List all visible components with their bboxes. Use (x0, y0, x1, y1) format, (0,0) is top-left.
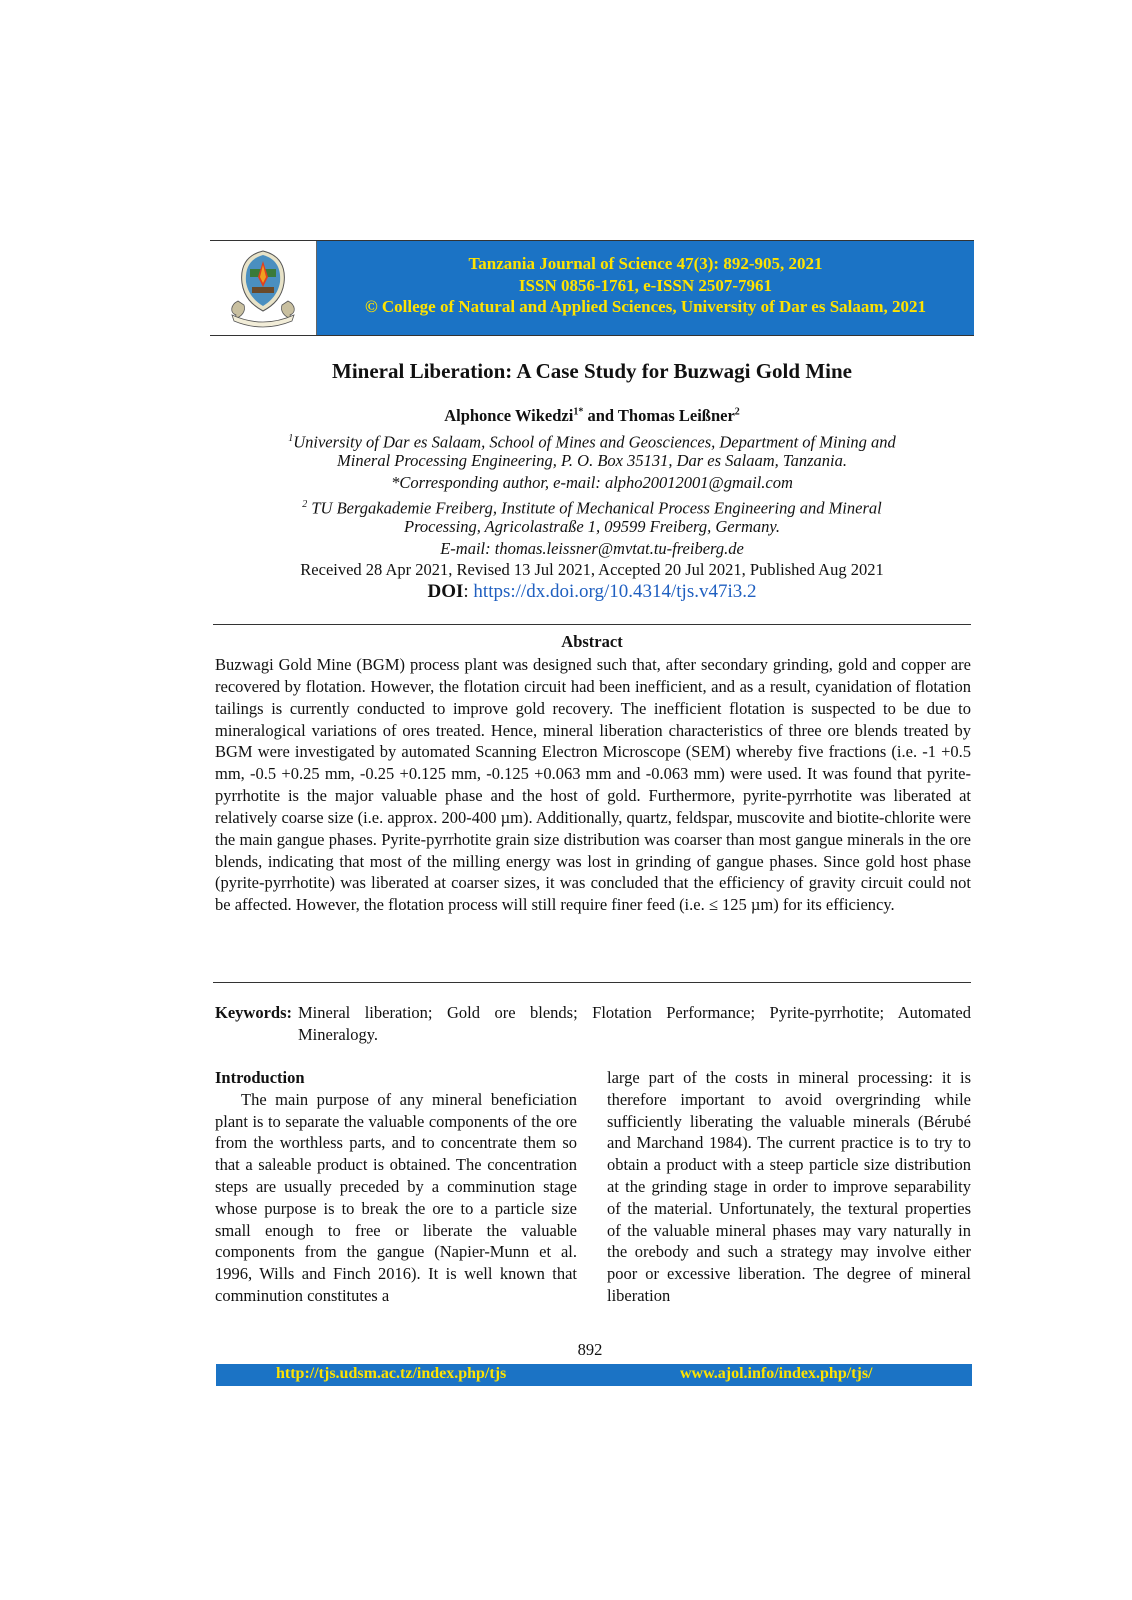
footer-link-tjs[interactable]: http://tjs.udsm.ac.tz/index.php/tjs (276, 1365, 507, 1382)
affiliation-1-line-1: $^1$University of Dar es Salaam, School of Mines and Geosciences, Department of Mining and (288, 432, 896, 452)
journal-info-band (317, 241, 974, 335)
author-list (210, 406, 974, 426)
author-connector: and (583, 406, 618, 425)
abstract-heading: Abstract (561, 632, 623, 651)
doi-line (210, 581, 974, 603)
corresponding-author: *Corresponding author, e-mail: alpho20012001@gmail.com (391, 473, 793, 492)
footer-link-ajol[interactable]: www.ajol.info/index.php/tjs/ (680, 1365, 873, 1382)
keywords-text: Mineral liberation; Gold ore blends; Flotation Performance; Pyrite-pyrrhotite; Automated Mineralogy. (298, 1003, 971, 1044)
doi-label: DOI (427, 581, 464, 602)
intro-paragraph-right: large part of the costs in mineral processing: it is therefore important to avoid overgrinding while sufficiently liberating the valuable minerals (Bérubé and Marchand 1984). The current practice is to try to obtain a product with a steep particle size distribution at the grinding stage in order to improve separability of the material. Unfortunately, the textural properties of the valuable mineral phases may vary naturally in the orebody and such a strategy may involve either poor or excessive liberation. The degree of mineral liberation (607, 1068, 971, 1305)
footer-band (216, 1364, 972, 1386)
section-heading-introduction: Introduction (215, 1068, 305, 1087)
author-1-marker: 1* (573, 406, 584, 418)
journal-copyright: © College of Natural and Applied Sciences, University of Dar es Salaam, 2021 (364, 297, 927, 316)
affiliation-2-line-2: Processing, Agricolastraße 1, 09599 Freiberg, Germany. (404, 517, 780, 536)
journal-citation: Tanzania Journal of Science 47(3): 892-905, 2021 (468, 254, 823, 273)
author-2-marker: 2 (734, 406, 740, 418)
affiliation-1-marker: 1 (288, 433, 294, 444)
intro-paragraph-left: The main purpose of any mineral beneficiation plant is to separate the valuable components of the ore from the worthless parts, and to concentrate them so that a saleable product is obtained. The concentration steps are usually preceded by a comminution stage whose purpose is to break the ore to a particle size small enough to free or liberate the valuable components from the gangue (Napier-Munn et al. 1996, Wills and Finch 2016). It is well known that comminution constitutes a (215, 1089, 577, 1305)
body-column-right (607, 1067, 971, 1307)
doi-link[interactable]: https://dx.doi.org/10.4314/tjs.v47i3.2 (473, 581, 757, 602)
keywords-label: Keywords: (215, 1003, 292, 1022)
logo-cell (210, 241, 317, 335)
abstract-text: Buzwagi Gold Mine (BGM) process plant was designed such that, after secondary grinding, gold and copper are recovered by flotation. However, the flotation circuit had been inefficient, and as a result, cyanidation of flotation tailings is currently conducted to improve gold recovery. The inefficient flotation is suspected to be due to mineralogical variations of ores treated. Hence, mineral liberation characteristics of three ore blends treated by BGM were investigated by automated Scanning Electron Microscope (SEM) whereby five fractions (i.e. -1 +0.5 mm, -0.5 +0.25 mm, -0.25 +0.125 mm, -0.125 +0.063 mm and -0.063 mm) were used. It was found that pyrite-pyrrhotite is the major valuable phase and the host of gold. Furthermore, pyrite-pyrrhotite was liberated at relatively coarse size (i.e. approx. 200-400 µm). Additionally, quartz, feldspar, muscovite and biotite-chlorite were the main gangue phases. Pyrite-pyrrhotite grain size distribution was coarser than most gangue minerals in the ore blends, indicating that most of the milling energy was lost in grinding of gangue phases. Since gold host phase (pyrite-pyrrhotite) was liberated at coarser sizes, it was concluded that the efficiency of gravity circuit could not be affected. However, the flotation process will still require finer feed (i.e. ≤ 125 µm) for its efficiency. (215, 655, 971, 915)
abstract-bottom-rule (213, 982, 971, 983)
affiliation-2-line-1: $^2$ TU Bergakademie Freiberg, Institute of Mechanical Process Engineering and Mineral (302, 498, 882, 518)
body-column-left (215, 1067, 577, 1307)
university-seal-icon (222, 247, 304, 329)
paper-title: Mineral Liberation: A Case Study for Buzwagi Gold Mine (332, 359, 852, 383)
publication-dates: Received 28 Apr 2021, Revised 13 Jul 2021, Accepted 20 Jul 2021, Published Aug 2021 (300, 560, 884, 579)
keywords-block (215, 1002, 971, 1046)
affiliation-2-marker: 2 (302, 499, 308, 510)
journal-header (210, 240, 974, 336)
abstract-top-rule (213, 624, 971, 625)
affiliation-1-line-2: Mineral Processing Engineering, P. O. Box 35131, Dar es Salaam, Tanzania. (337, 451, 847, 470)
doi-separator: : (463, 581, 474, 602)
author-1: Alphonce Wikedzi (444, 406, 574, 425)
affiliation-2-email: E-mail: thomas.leissner@mvtat.tu-freiberg.de (440, 539, 744, 558)
author-2: Thomas Leißner (617, 406, 735, 425)
journal-issn: ISSN 0856-1761, e-ISSN 2507-7961 (518, 275, 773, 295)
page-number: 892 (577, 1340, 603, 1359)
